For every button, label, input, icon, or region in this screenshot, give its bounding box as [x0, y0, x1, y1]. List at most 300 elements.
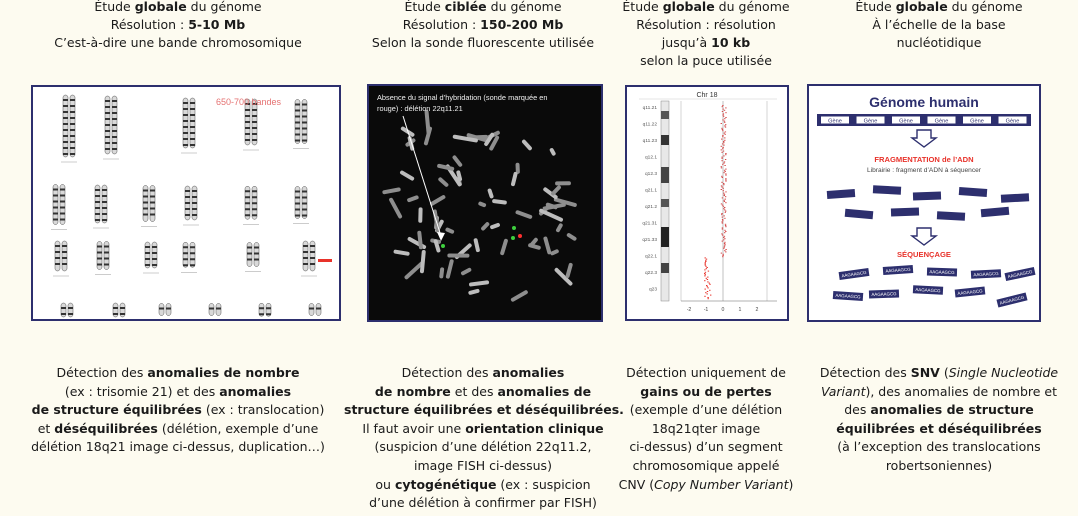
chromosome-band: [150, 196, 155, 198]
text-segment: du génome: [486, 0, 562, 14]
chromosome-band: [152, 246, 157, 248]
dna-fragment: [959, 187, 987, 197]
step-fragmentation-sub: Librairie : fragment d’ADN à séquencer: [867, 167, 981, 174]
dna-fragment: [981, 207, 1010, 217]
cnv-probe: [723, 193, 724, 194]
metaphase-chromosome: [500, 238, 509, 255]
metaphase-chromosome: [423, 126, 432, 146]
dna-fragments: [827, 185, 1029, 220]
chromosome-band: [145, 258, 150, 260]
metaphase-chromosome: [555, 223, 563, 233]
chromosome-band: [190, 258, 195, 260]
cnv-probe: [704, 273, 705, 274]
cnv-probe: [709, 284, 710, 285]
cnv-probe: [705, 260, 706, 261]
chromosome-band: [105, 124, 110, 126]
band-label: q11.21: [642, 106, 657, 111]
cnv-probe: [722, 256, 723, 257]
cnv-probe: [721, 152, 722, 153]
cnv-probe: [724, 247, 725, 248]
cnv-probe: [725, 224, 726, 225]
chromosome-band: [252, 208, 257, 210]
green-signal: [512, 226, 516, 230]
chromosome-band: [310, 245, 315, 247]
text-line: [344, 16, 622, 34]
chromosome-band: [60, 207, 65, 209]
chromosome-band: [302, 209, 307, 211]
chromosome-band: [112, 118, 117, 120]
sequencing-reads: [833, 265, 1036, 308]
cnv-probe: [724, 215, 725, 216]
chromosome-band: [97, 258, 102, 260]
text-line: [612, 0, 800, 16]
cnv-probe: [706, 278, 707, 279]
chromosome-band: [190, 144, 195, 146]
cnv-probe: [725, 212, 726, 213]
chromosome-band: [104, 252, 109, 254]
cnv-probe: [725, 107, 726, 108]
cnv-probe: [724, 137, 725, 138]
chromosome-band: [302, 122, 307, 124]
cnv-probe: [725, 225, 726, 226]
text-segment: Étude: [94, 0, 135, 14]
text-line: [0, 0, 356, 16]
chromosome-band: [295, 104, 300, 106]
cnv-probe: [725, 179, 726, 180]
chromosome-band: [309, 308, 314, 310]
text-segment: anomalies de structure: [870, 402, 1034, 418]
chromosome-band: [104, 264, 109, 266]
chromosome-band: [95, 201, 100, 203]
cnv-probe: [707, 277, 708, 278]
metaphase-chromosome: [417, 231, 423, 250]
fish-label-line-2: rouge) : délétion 22q11.21: [377, 104, 463, 113]
cnv-probe: [722, 148, 723, 149]
band-label: q12.1: [644, 155, 657, 161]
metaphase-chromosome: [566, 232, 577, 241]
text-line: [800, 420, 1078, 439]
cnv-probe: [722, 241, 723, 242]
chromosome-band: [53, 213, 58, 215]
cnv-probe: [721, 158, 722, 159]
cnv-probe: [723, 116, 724, 117]
cnv-probe: [724, 244, 725, 245]
cnv-probe: [721, 128, 722, 129]
cnv-probe: [724, 133, 725, 134]
chromosome-band: [190, 126, 195, 128]
chromosome-band: [102, 219, 107, 221]
chromosome-band: [102, 195, 107, 197]
chromosome-band: [63, 111, 68, 113]
chromosome-band: [150, 190, 155, 192]
chromosome-band: [60, 219, 65, 221]
metaphase-chromosome: [511, 172, 518, 187]
cnv-probe: [721, 167, 722, 168]
chromosome-band: [70, 141, 75, 143]
cnv-probe: [723, 184, 724, 185]
text-segment: Détection des: [56, 365, 148, 380]
gene-label: Gène: [899, 118, 913, 125]
band-label: q21.1: [644, 188, 657, 194]
metaphase-chromosome: [490, 222, 501, 229]
text-segment: Étude: [404, 0, 445, 14]
column-heading: [344, 0, 622, 52]
chromosome-band: [295, 191, 300, 193]
text-line: [344, 0, 622, 16]
band-count-label: 650-700 bandes: [216, 97, 282, 107]
cnv-probe: [724, 245, 725, 246]
chromosome-band: [143, 208, 148, 210]
text-segment: (ex : trisomie 21) et des: [64, 383, 220, 399]
chromosome-band: [63, 117, 68, 119]
chromosome-band: [53, 201, 58, 203]
chromosome-band: [310, 257, 315, 259]
chromosome-band: [150, 202, 155, 204]
cnv-probe: [724, 207, 725, 208]
text-segment: du génome: [186, 0, 262, 14]
chromosome-band: [95, 207, 100, 209]
read-sequence: AAGAAGCG: [841, 269, 867, 279]
cnv-probe: [723, 151, 724, 152]
text-segment: Étude: [622, 0, 663, 14]
chromosome-band: [245, 121, 250, 123]
chromosome-band: [63, 99, 68, 101]
cnv-probe: [721, 213, 722, 214]
cnv-probe: [721, 157, 722, 158]
cnv-probe: [722, 109, 723, 110]
cnv-probe: [721, 189, 722, 190]
chromosome-band: [62, 257, 67, 259]
chromosome-band: [295, 140, 300, 142]
chromosome-band: [192, 202, 197, 204]
chromosome-band: [120, 307, 125, 309]
chromosome-band: [245, 115, 250, 117]
cnv-probe: [723, 254, 724, 255]
karyotype-svg: [33, 87, 339, 319]
text-line: [344, 438, 622, 457]
cnv-probe: [725, 249, 726, 250]
cnv-probe: [724, 170, 725, 171]
chromosome-band: [192, 208, 197, 210]
cnv-probe: [708, 298, 709, 299]
read-sequence: AAGAAGCG: [999, 294, 1025, 306]
chromosome-band: [302, 191, 307, 193]
chromosome-band: [183, 144, 188, 146]
cnv-probe: [725, 171, 726, 172]
chromosome-band: [252, 133, 257, 135]
cnv-probe: [721, 146, 722, 147]
metaphase-chromosome: [550, 185, 562, 197]
metaphase-chromosome: [468, 288, 480, 295]
chromosome-band: [63, 153, 68, 155]
step-sequencing: SÉQUENÇAGE: [896, 250, 952, 259]
step-fragmentation: FRAGMENTATION de l’ADN: [874, 155, 974, 164]
chromosome-band: [70, 111, 75, 113]
chromosome-band: [143, 190, 148, 192]
metaphase-chromosomes: [382, 110, 577, 303]
band-label: q21.31: [642, 221, 657, 227]
cnv-probe: [724, 218, 725, 219]
metaphase-chromosome: [480, 221, 490, 231]
cnv-probe: [721, 123, 722, 124]
array-title: Chr 18: [696, 92, 718, 99]
metaphase-chromosome: [382, 187, 401, 194]
chromosome-band: [259, 313, 264, 315]
chromosome-band: [295, 215, 300, 217]
text-segment: globale: [662, 0, 715, 14]
text-line: [800, 16, 1078, 34]
chromosome-band: [185, 190, 190, 192]
chromosome-band: [62, 263, 67, 265]
text-segment: ): [788, 476, 794, 492]
metaphase-chromosome: [521, 139, 533, 151]
text-segment: (délétion, exemple d’une: [157, 420, 319, 436]
chromosome-band: [245, 208, 250, 210]
text-line: [344, 383, 622, 402]
chromosome-band: [183, 138, 188, 140]
cnv-probe: [723, 188, 724, 189]
green-signal: [511, 236, 515, 240]
chromosome-band: [143, 196, 148, 198]
chromosome-band: [95, 213, 100, 215]
axis-tick-label: 2: [755, 307, 759, 313]
column-heading: [0, 0, 356, 52]
chromosome-band: [183, 258, 188, 260]
cnv-probe: [723, 113, 724, 114]
cnv-probe: [706, 285, 707, 286]
cnv-probe: [707, 293, 708, 294]
text-line: [344, 420, 622, 439]
chromosome-band: [302, 116, 307, 118]
cnv-probe: [724, 140, 725, 141]
chromosome-band: [104, 258, 109, 260]
cnv-probe: [725, 117, 726, 118]
chromosome-band: [55, 257, 60, 259]
dna-fragment: [873, 185, 901, 194]
chromosome-band: [112, 148, 117, 150]
text-segment: (ex : suspicion: [496, 476, 591, 492]
chromosome-band: [145, 246, 150, 248]
fish-label-line-1: Absence du signal d’hybridation (sonde marquée en: [377, 93, 548, 102]
text-segment: SNV: [910, 365, 940, 380]
read-sequence: AAGAAGCG: [957, 288, 983, 296]
cnv-probe: [723, 172, 724, 173]
text-segment: anomalies de nombre: [147, 365, 300, 380]
chromosome-band: [316, 308, 321, 310]
cnv-probe: [707, 291, 708, 292]
text-segment: Détection uniquement de: [626, 365, 786, 380]
chromosome-band: [295, 116, 300, 118]
chromosome-band: [252, 202, 257, 204]
chromosome-band: [302, 203, 307, 205]
chromosome-band: [95, 219, 100, 221]
text-line: [800, 457, 1078, 476]
cnv-probe: [723, 190, 724, 191]
cnv-probe: [705, 292, 706, 293]
chromosome-band: [112, 106, 117, 108]
text-segment: de structure équilibrées: [31, 402, 202, 418]
text-line: [0, 401, 356, 420]
gene-label: Gène: [1005, 118, 1020, 125]
text-segment: image FISH ci-dessus): [414, 457, 552, 473]
chromosome-band: [245, 214, 250, 216]
text-line: [344, 34, 622, 52]
cnv-probe: [722, 129, 723, 130]
gene-label: Gène: [863, 118, 878, 125]
text-line: [0, 383, 356, 402]
cnv-probe: [705, 265, 706, 266]
cnv-probe: [722, 105, 723, 106]
text-segment: des: [844, 402, 871, 418]
metaphase-chromosome: [538, 208, 563, 222]
cnv-probe: [721, 253, 722, 254]
chromosome-band: [190, 132, 195, 134]
chromosome-band: [190, 252, 195, 254]
metaphase-chromosome: [555, 181, 571, 185]
text-segment: 18q21qter image: [651, 420, 761, 436]
read-sequence: AAGAAGCG: [871, 291, 897, 298]
text-segment: Détection des: [819, 365, 911, 380]
cnv-probe: [725, 231, 726, 232]
chromosome-band: [68, 313, 73, 315]
chromosome-band: [302, 104, 307, 106]
chromosome-band: [60, 201, 65, 203]
chromosome-band: [183, 246, 188, 248]
chromosome-band: [105, 106, 110, 108]
metaphase-chromosome: [407, 195, 420, 203]
chromosome-band: [102, 201, 107, 203]
read-sequence: AAGAAGCG: [885, 266, 911, 274]
text-segment: Résolution :: [110, 17, 189, 32]
chromosome-band: [183, 120, 188, 122]
text-segment: orientation clinique: [465, 420, 604, 436]
cnv-probe: [721, 185, 722, 186]
chromosome-band: [185, 214, 190, 216]
metaphase-chromosome: [473, 238, 480, 253]
cnv-probe: [721, 166, 722, 167]
text-segment: Single Nucleotide: [948, 365, 1059, 380]
cnv-probe: [725, 191, 726, 192]
chromosome-band: [252, 115, 257, 117]
text-segment: (suspicion d’une délétion 22q11.2,: [374, 439, 592, 455]
cnv-probe: [725, 153, 726, 154]
dna-fragment: [937, 211, 965, 220]
cnv-probe: [725, 159, 726, 160]
chromosome-band: [295, 209, 300, 211]
text-segment: Résolution : résolution: [636, 17, 776, 32]
text-segment: d’une délétion à confirmer par FISH): [369, 495, 597, 511]
text-segment: du génome: [947, 0, 1023, 14]
metaphase-chromosome: [445, 227, 455, 234]
chromosome-band: [105, 112, 110, 114]
cnv-probe: [705, 262, 706, 263]
cnv-probe: [724, 242, 725, 243]
fish-image: [367, 84, 603, 322]
cnv-probe: [723, 155, 724, 156]
dna-fragment: [891, 208, 919, 217]
cnv-probe: [725, 134, 726, 135]
chromosome-band: [252, 109, 257, 111]
cnv-probe: [722, 235, 723, 236]
cnv-probe: [724, 121, 725, 122]
cnv-probe: [724, 201, 725, 202]
text-segment: 5-10 Mb: [188, 17, 246, 32]
karyotype-chromosomes: [51, 95, 323, 319]
cnv-probe: [721, 221, 722, 222]
chromosome-band: [105, 130, 110, 132]
text-line: [612, 457, 800, 476]
text-line: [0, 16, 356, 34]
text-segment: chromosomique appelé: [632, 457, 780, 473]
cnv-probe: [725, 211, 726, 212]
chromosome-band: [70, 99, 75, 101]
chromosome-band: [63, 141, 68, 143]
cnv-probe: [725, 124, 726, 125]
cnv-probe: [724, 230, 725, 231]
text-segment: nucléotidique: [896, 35, 982, 50]
chromosome-band: [152, 264, 157, 266]
read-sequence: AAGAAGCG: [835, 292, 861, 300]
cnv-probe: [723, 248, 724, 249]
chromosome-band: [190, 120, 195, 122]
chromosome-band: [183, 114, 188, 116]
metaphase-chromosome: [388, 197, 402, 219]
chromosome-band: [143, 202, 148, 204]
cnv-probe: [725, 175, 726, 176]
cnv-probe: [724, 161, 725, 162]
cnv-probe: [722, 115, 723, 116]
chromosome-band: [55, 263, 60, 265]
cnv-probe: [722, 205, 723, 206]
text-segment: et: [37, 420, 55, 436]
metaphase-chromosome: [487, 188, 494, 199]
chromosome-band: [143, 214, 148, 216]
text-segment: de nombre: [374, 383, 451, 399]
chromosome-band: [252, 190, 257, 192]
text-line: [612, 52, 800, 70]
cnv-probe: [710, 295, 711, 296]
chromosome-band: [295, 197, 300, 199]
chromosome-band: [159, 308, 164, 310]
red-signal: [518, 234, 522, 238]
chromosome-band: [254, 259, 259, 261]
chromosome-band: [62, 245, 67, 247]
chromosome-band: [97, 246, 102, 248]
chromosome-band: [61, 307, 66, 309]
cnv-probe: [705, 257, 706, 258]
text-segment: jusqu’à: [661, 35, 712, 50]
chromosome-band: [53, 219, 58, 221]
arrow-down-icon: [912, 228, 936, 245]
metaphase-chromosome: [492, 199, 507, 205]
cnv-probe: [721, 176, 722, 177]
cnv-probe: [722, 255, 723, 256]
cnv-probe: [722, 136, 723, 137]
chromosome-band: [183, 132, 188, 134]
cnv-probe: [724, 110, 725, 111]
cnv-probe: [724, 118, 725, 119]
fish-svg: [369, 86, 601, 320]
band-label: q11.22: [642, 122, 657, 128]
cnv-probe: [722, 197, 723, 198]
chromosome-band: [252, 121, 257, 123]
cnv-probe: [724, 238, 725, 239]
ngs-image: [807, 84, 1041, 322]
chromosome-band: [252, 139, 257, 141]
cnv-probe: [722, 147, 723, 148]
chromosome-band: [60, 195, 65, 197]
array-cgh-image: [625, 85, 789, 321]
